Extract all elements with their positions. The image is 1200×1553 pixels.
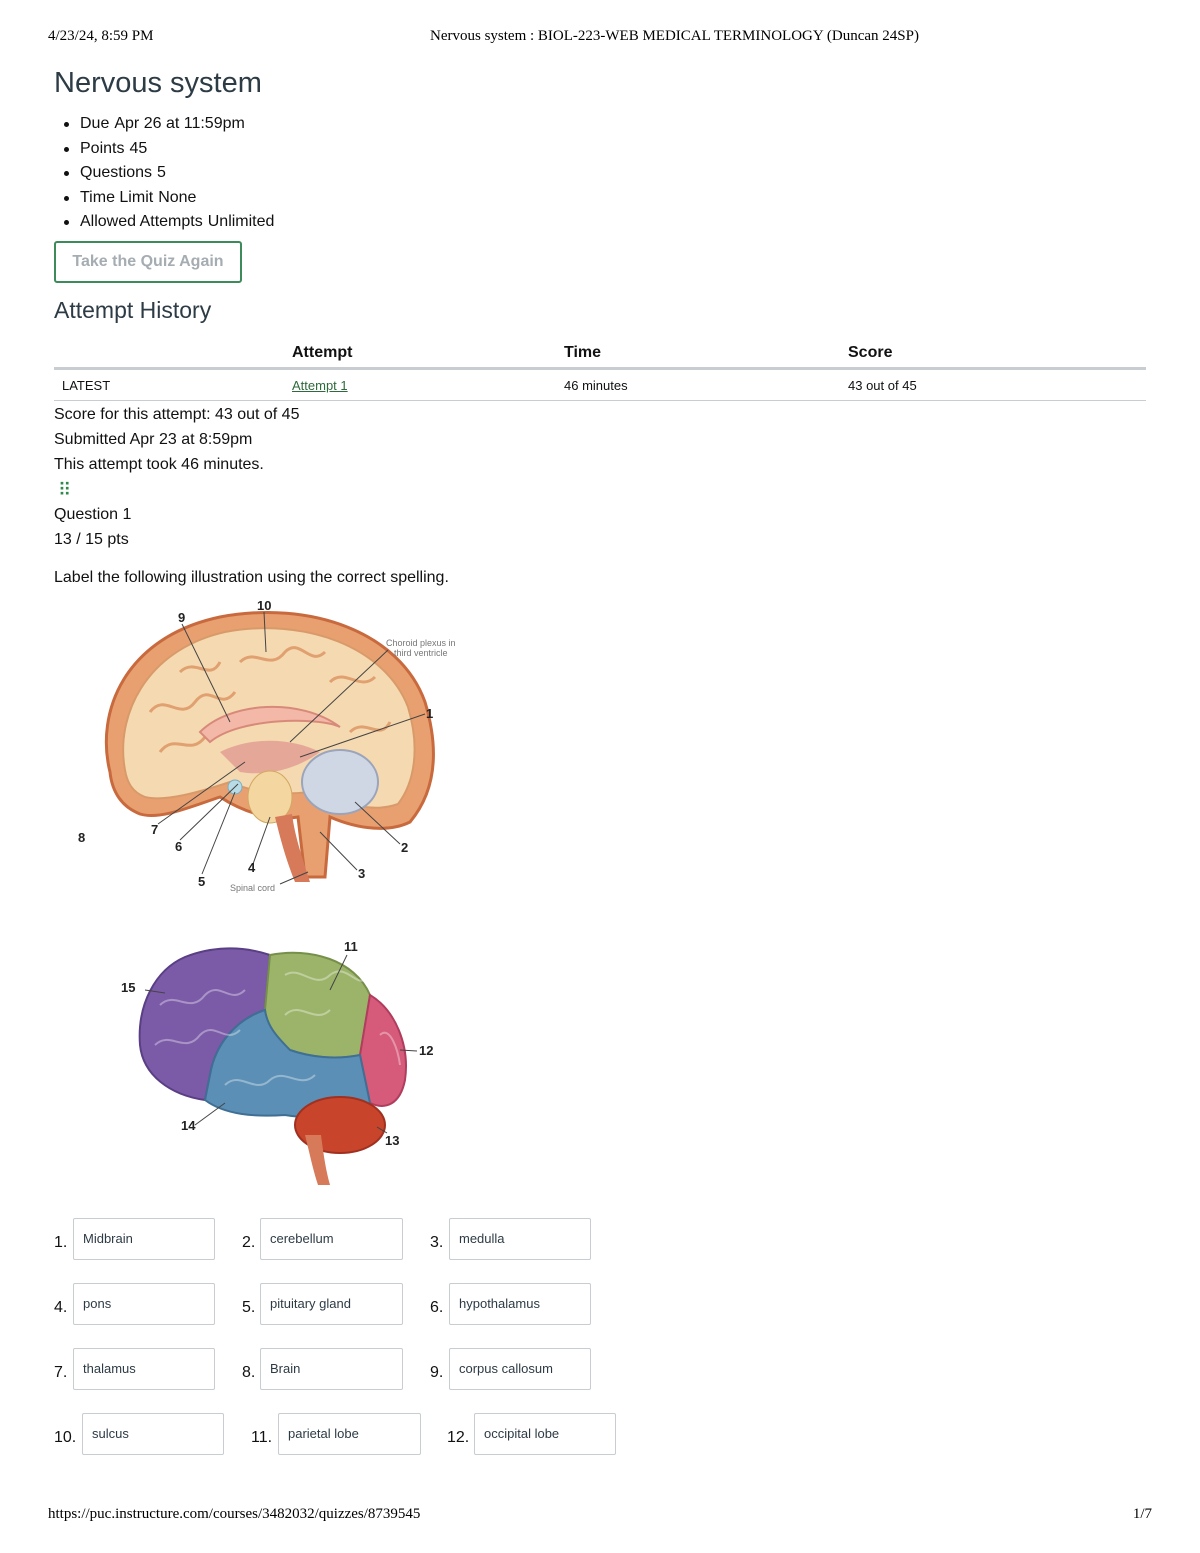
- quiz-content: [54, 64, 1148, 590]
- midsagittal-brain-illustration: [70, 592, 470, 902]
- take-quiz-again-button[interactable]: Take the Quiz Again: [54, 241, 242, 283]
- print-url: https://puc.instructure.com/courses/3482032/quizzes/8739545: [48, 1506, 421, 1522]
- answer-field-7[interactable]: thalamus: [73, 1348, 215, 1390]
- answer-number: 5.: [242, 1299, 256, 1316]
- figure1-label-4: 4: [248, 860, 256, 875]
- answer-field-4[interactable]: pons: [73, 1283, 215, 1325]
- question-title: Question 1: [54, 506, 132, 524]
- choroid-plexus-label-line1: Choroid plexus in: [386, 638, 456, 648]
- quiz-details: [64, 112, 1148, 235]
- answer-field-1[interactable]: Midbrain: [73, 1218, 215, 1260]
- figure1-label-8: 8: [78, 830, 86, 845]
- answer-field-10[interactable]: sulcus: [82, 1413, 224, 1455]
- answer-number: 7.: [54, 1364, 68, 1381]
- question-header: [54, 503, 1148, 552]
- detail-questions: Questions 5: [64, 161, 1148, 186]
- column-header-tag: [54, 339, 284, 369]
- table-row: [54, 369, 1146, 401]
- attempt-history-table: [54, 339, 1146, 402]
- print-date: 4/23/24, 8:59 PM: [48, 28, 154, 44]
- figure2-label-12: 12: [419, 1043, 434, 1058]
- answer-field-11[interactable]: parietal lobe: [278, 1413, 421, 1455]
- answer-number: 1.: [54, 1234, 68, 1251]
- answer-number: 8.: [242, 1364, 256, 1381]
- drag-handle-icon[interactable]: ⠿: [58, 480, 70, 501]
- attempt-duration: This attempt took 46 minutes.: [54, 455, 264, 473]
- attempt-1-link[interactable]: Attempt 1: [292, 377, 348, 393]
- figure2-label-14: 14: [181, 1118, 196, 1133]
- print-header: [48, 28, 1152, 48]
- column-header-score: Score: [840, 339, 1146, 369]
- print-footer: [48, 1506, 1152, 1526]
- answer-field-12[interactable]: occipital lobe: [474, 1413, 616, 1455]
- print-page-number: 1/7: [1132, 1506, 1152, 1522]
- attempt-score: Score for this attempt: 43 out of 45: [54, 406, 300, 424]
- figure1-label-5: 5: [198, 874, 206, 889]
- attempt-summary: [54, 403, 1148, 477]
- answer-number: 6.: [430, 1299, 444, 1316]
- answer-number: 11.: [251, 1429, 273, 1446]
- choroid-plexus-label-line2: third ventricle: [394, 648, 448, 658]
- figure2-label-11: 11: [344, 939, 358, 954]
- answer-number: 2.: [242, 1234, 256, 1251]
- page-title: Nervous system: [54, 67, 262, 99]
- answer-field-6[interactable]: hypothalamus: [449, 1283, 591, 1325]
- detail-time-limit: Time Limit None: [64, 186, 1148, 211]
- detail-points: Points 45: [64, 137, 1148, 162]
- figure1-label-9: 9: [178, 610, 186, 625]
- spinal-cord-label: Spinal cord: [230, 883, 276, 893]
- figure1-label-10: 10: [257, 598, 272, 613]
- detail-allowed-attempts: Allowed Attempts Unlimited: [64, 210, 1148, 235]
- figure1-label-3: 3: [358, 866, 366, 881]
- score-cell: 43 out of 45: [840, 369, 1146, 401]
- answer-field-8[interactable]: Brain: [260, 1348, 403, 1390]
- answer-number: 4.: [54, 1299, 68, 1316]
- answer-field-9[interactable]: corpus callosum: [449, 1348, 591, 1390]
- question-points: 13 / 15 pts: [54, 530, 129, 548]
- answer-number: 9.: [430, 1364, 444, 1381]
- column-header-time: Time: [556, 339, 840, 369]
- detail-due: Due Apr 26 at 11:59pm: [64, 112, 1148, 137]
- answer-number: 12.: [447, 1429, 470, 1446]
- print-page-title: Nervous system : BIOL-223-WEB MEDICAL TERMINOLOGY (Duncan 24SP): [430, 28, 919, 44]
- time-cell: 46 minutes: [556, 369, 840, 401]
- figure2-label-15: 15: [121, 980, 136, 995]
- answer-number: 3.: [430, 1234, 444, 1251]
- figure1-label-7: 7: [151, 822, 159, 837]
- answer-field-3[interactable]: medulla: [449, 1218, 591, 1260]
- table-header-row: [54, 339, 1146, 369]
- figure2-label-13: 13: [385, 1133, 400, 1148]
- figure1-label-2: 2: [401, 840, 409, 855]
- attempt-history-title: Attempt History: [54, 296, 212, 323]
- column-header-attempt: Attempt: [284, 339, 556, 369]
- attempt-cell: [284, 369, 556, 401]
- figure1-label-1: 1: [426, 706, 434, 721]
- latest-tag: LATEST: [54, 369, 284, 401]
- answer-number: 10.: [54, 1429, 77, 1446]
- figure1-label-6: 6: [175, 839, 183, 854]
- attempt-submitted: Submitted Apr 23 at 8:59pm: [54, 431, 253, 449]
- question-prompt: Label the following illustration using the correct spelling.: [54, 569, 449, 587]
- answer-field-5[interactable]: pituitary gland: [260, 1283, 403, 1325]
- lateral-brain-lobes-illustration: [115, 935, 455, 1190]
- answer-field-2[interactable]: cerebellum: [260, 1218, 403, 1260]
